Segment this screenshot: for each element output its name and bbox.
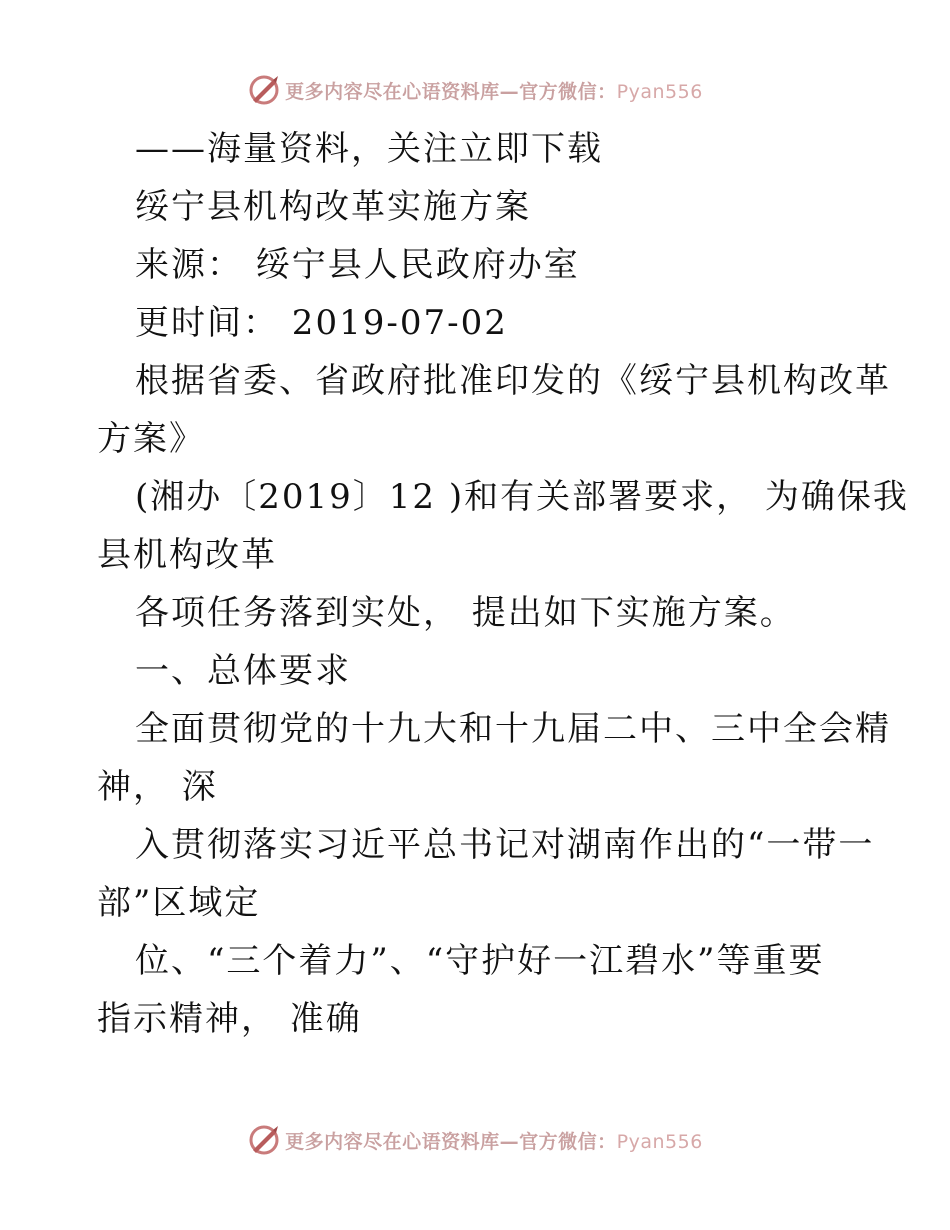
source-line: 来源： 绥宁县人民政府办室 (135, 245, 580, 285)
text-line: 入贯彻落实习近平总书记对湖南作出的“一带一 (135, 825, 875, 865)
header-watermark (0, 70, 950, 110)
quill-logo-icon (247, 73, 281, 107)
footer-watermark (0, 1120, 950, 1160)
text-line: 位、“三个着力”、“守护好一江碧水”等重要 (135, 941, 825, 981)
text-line: ——海量资料，关注立即下载 (135, 129, 603, 169)
watermark-text: 更多内容尽在心语资料库—官方微信：Pyan556 (285, 1130, 703, 1153)
text-line: 县机构改革 (97, 535, 277, 575)
text-line: 各项任务落到实处， 提出如下实施方案。 (135, 593, 796, 633)
text-line: 全面贯彻党的十九大和十九届二中、三中全会精 (135, 709, 891, 749)
text-line: 根据省委、省政府批准印发的《绥宁县机构改革 (135, 361, 891, 401)
quill-logo-icon (247, 1123, 281, 1157)
document-title: 绥宁县机构改革实施方案 (135, 187, 531, 227)
text-line: (湘办〔2019〕12 )和有关部署要求， 为确保我 (135, 477, 909, 517)
text-line: 部”区域定 (97, 883, 261, 923)
watermark-text: 更多内容尽在心语资料库—官方微信：Pyan556 (285, 80, 703, 103)
text-line: 指示精神， 准确 (97, 999, 362, 1039)
section-heading: 一、总体要求 (135, 651, 351, 691)
text-line: 方案》 (97, 419, 205, 459)
text-line: 神， 深 (97, 767, 218, 807)
document-body (97, 120, 909, 1048)
date-line: 更时间： 2019-07-02 (135, 303, 508, 343)
